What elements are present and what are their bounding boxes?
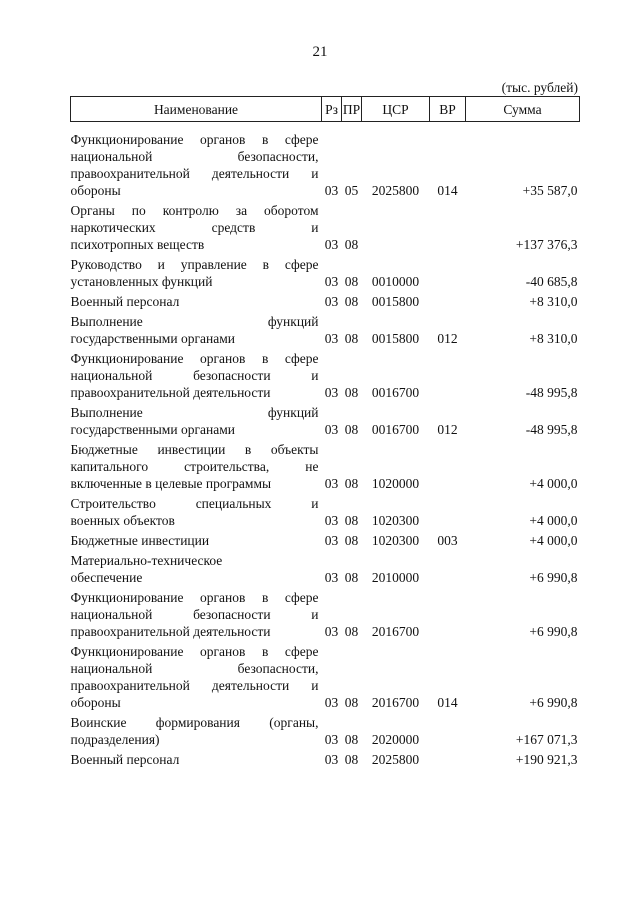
row-rz: 03 <box>324 513 339 528</box>
row-name-line: Бюджетные инвестиции в объекты <box>70 442 319 457</box>
row-vr <box>430 438 466 492</box>
row-name <box>71 529 322 549</box>
row-rz: 03 <box>324 476 339 491</box>
row-name-line: Военный персонал <box>70 752 180 767</box>
table-header-row <box>71 97 580 122</box>
header-vr: ВР <box>430 97 466 122</box>
row-name-line: психотропных веществ <box>70 237 205 252</box>
row-vr <box>430 253 466 290</box>
row-vr: 014 <box>437 695 458 710</box>
row-pr: 08 <box>344 752 359 767</box>
table-row <box>71 492 580 529</box>
row-pr: 08 <box>344 385 359 400</box>
row-rz: 03 <box>324 385 339 400</box>
row-csr: 2020000 <box>371 732 420 747</box>
header-sum: Сумма <box>466 97 580 122</box>
row-vr <box>430 492 466 529</box>
row-sum: +6 990,8 <box>529 570 578 585</box>
row-vr <box>430 199 466 253</box>
row-sum: +6 990,8 <box>529 695 578 710</box>
table-row <box>71 438 580 492</box>
row-vr: 012 <box>437 422 458 437</box>
row-name-line: государственными органами <box>70 422 235 437</box>
row-vr <box>430 290 466 310</box>
row-name-line: установленных функций <box>70 274 213 289</box>
row-pr: 08 <box>344 732 359 747</box>
row-name-line: Выполнение функций <box>70 314 319 329</box>
row-sum: +35 587,0 <box>522 183 578 198</box>
row-rz: 03 <box>324 752 339 767</box>
row-vr <box>430 711 466 748</box>
row-csr: 2025800 <box>371 752 420 767</box>
row-pr: 08 <box>344 422 359 437</box>
row-name-line: обороны <box>70 183 121 198</box>
row-name <box>71 549 322 586</box>
row-name-line: правоохранительной деятельности <box>70 385 271 400</box>
row-name <box>71 748 322 768</box>
row-name <box>71 492 322 529</box>
row-name-line: правоохранительной деятельности и <box>70 166 319 181</box>
row-pr: 08 <box>344 695 359 710</box>
table-row <box>71 310 580 347</box>
row-name <box>71 128 322 199</box>
row-vr: 003 <box>437 533 458 548</box>
row-csr <box>362 199 430 253</box>
row-name-line: Функционирование органов в сфере <box>70 590 319 605</box>
row-name-line: Функционирование органов в сфере <box>70 132 319 147</box>
row-name <box>71 401 322 438</box>
row-rz: 03 <box>324 624 339 639</box>
row-name-line: обеспечение <box>70 570 143 585</box>
row-pr: 08 <box>344 476 359 491</box>
row-sum: -48 995,8 <box>525 422 578 437</box>
row-rz: 03 <box>324 274 339 289</box>
row-sum: +137 376,3 <box>515 237 578 252</box>
row-rz: 03 <box>324 533 339 548</box>
row-name-line: Органы по контролю за оборотом <box>70 203 319 218</box>
row-name-line: правоохранительной деятельности и <box>70 678 319 693</box>
table-row <box>71 748 580 768</box>
row-name <box>71 438 322 492</box>
row-pr: 08 <box>344 533 359 548</box>
row-rz: 03 <box>324 294 339 309</box>
row-name-line: Бюджетные инвестиции <box>70 533 210 548</box>
header-pr: ПР <box>342 97 362 122</box>
row-name-line: Функционирование органов в сфере <box>70 351 319 366</box>
row-csr: 2025800 <box>371 183 420 198</box>
row-sum: +4 000,0 <box>529 533 578 548</box>
row-rz: 03 <box>324 422 339 437</box>
row-name-line: Воинские формирования (органы, <box>70 715 319 730</box>
row-csr: 1020300 <box>371 513 420 528</box>
row-csr: 0010000 <box>371 274 420 289</box>
row-pr: 08 <box>344 294 359 309</box>
row-pr: 08 <box>344 570 359 585</box>
row-pr: 08 <box>344 331 359 346</box>
row-csr: 2016700 <box>371 624 420 639</box>
table-row <box>71 199 580 253</box>
row-name <box>71 347 322 401</box>
row-name-line: правоохранительной деятельности <box>70 624 271 639</box>
row-name-line: Выполнение функций <box>70 405 319 420</box>
row-name-line: государственными органами <box>70 331 235 346</box>
row-pr: 08 <box>344 274 359 289</box>
row-name <box>71 711 322 748</box>
row-name-line: национальной безопасности, <box>70 149 319 164</box>
row-vr <box>430 586 466 640</box>
row-name-line: Военный персонал <box>70 294 180 309</box>
row-sum: +4 000,0 <box>529 476 578 491</box>
row-vr <box>430 748 466 768</box>
row-csr: 0015800 <box>371 294 420 309</box>
row-rz: 03 <box>324 237 339 252</box>
row-name-line: национальной безопасности, <box>70 661 319 676</box>
row-pr: 08 <box>344 237 359 252</box>
row-rz: 03 <box>324 695 339 710</box>
row-name-line: военных объектов <box>70 513 175 528</box>
row-pr: 05 <box>344 183 359 198</box>
table-row <box>71 253 580 290</box>
row-name-line: капитального строительства, не <box>70 459 319 474</box>
table-row <box>71 347 580 401</box>
row-csr: 2010000 <box>371 570 420 585</box>
row-sum: +6 990,8 <box>529 624 578 639</box>
units-label: (тыс. рублей) <box>501 80 578 95</box>
row-name-line: наркотических средств и <box>70 220 319 235</box>
budget-table <box>70 96 580 768</box>
page-number: 21 <box>312 44 328 60</box>
row-name-line: Материально-техническое <box>70 553 223 568</box>
table-row <box>71 586 580 640</box>
row-name <box>71 310 322 347</box>
row-csr: 1020000 <box>371 476 420 491</box>
row-sum: +190 921,3 <box>515 752 578 767</box>
row-sum: -48 995,8 <box>525 385 578 400</box>
row-sum: +4 000,0 <box>529 513 578 528</box>
row-vr: 014 <box>437 183 458 198</box>
row-rz: 03 <box>324 183 339 198</box>
row-csr: 0016700 <box>371 422 420 437</box>
row-vr: 012 <box>437 331 458 346</box>
row-vr <box>430 347 466 401</box>
row-name-line: Руководство и управление в сфере <box>70 257 319 272</box>
row-sum: +8 310,0 <box>529 331 578 346</box>
row-vr <box>430 549 466 586</box>
row-rz: 03 <box>324 570 339 585</box>
table-row <box>71 549 580 586</box>
row-name <box>71 586 322 640</box>
row-sum: -40 685,8 <box>525 274 578 289</box>
row-name-line: включенные в целевые программы <box>70 476 272 491</box>
row-name <box>71 253 322 290</box>
table-row <box>71 401 580 438</box>
row-name-line: национальной безопасности и <box>70 607 319 622</box>
header-csr: ЦСР <box>362 97 430 122</box>
row-pr: 08 <box>344 513 359 528</box>
header-name: Наименование <box>71 97 322 122</box>
table-row <box>71 290 580 310</box>
header-rz: Рз <box>322 97 342 122</box>
row-name-line: подразделения) <box>70 732 160 747</box>
row-rz: 03 <box>324 732 339 747</box>
row-csr: 1020300 <box>371 533 420 548</box>
row-name-line: Строительство специальных и <box>70 496 319 511</box>
row-name <box>71 640 322 711</box>
table-body <box>71 122 580 769</box>
row-csr: 2016700 <box>371 695 420 710</box>
table-row <box>71 640 580 711</box>
table-row <box>71 711 580 748</box>
row-sum: +8 310,0 <box>529 294 578 309</box>
row-rz: 03 <box>324 331 339 346</box>
row-csr: 0015800 <box>371 331 420 346</box>
row-pr: 08 <box>344 624 359 639</box>
row-name-line: Функционирование органов в сфере <box>70 644 319 659</box>
row-csr: 0016700 <box>371 385 420 400</box>
table-row <box>71 529 580 549</box>
row-sum: +167 071,3 <box>515 732 578 747</box>
row-name <box>71 199 322 253</box>
row-name-line: национальной безопасности и <box>70 368 319 383</box>
row-name-line: обороны <box>70 695 121 710</box>
table-row <box>71 128 580 199</box>
row-name <box>71 290 322 310</box>
